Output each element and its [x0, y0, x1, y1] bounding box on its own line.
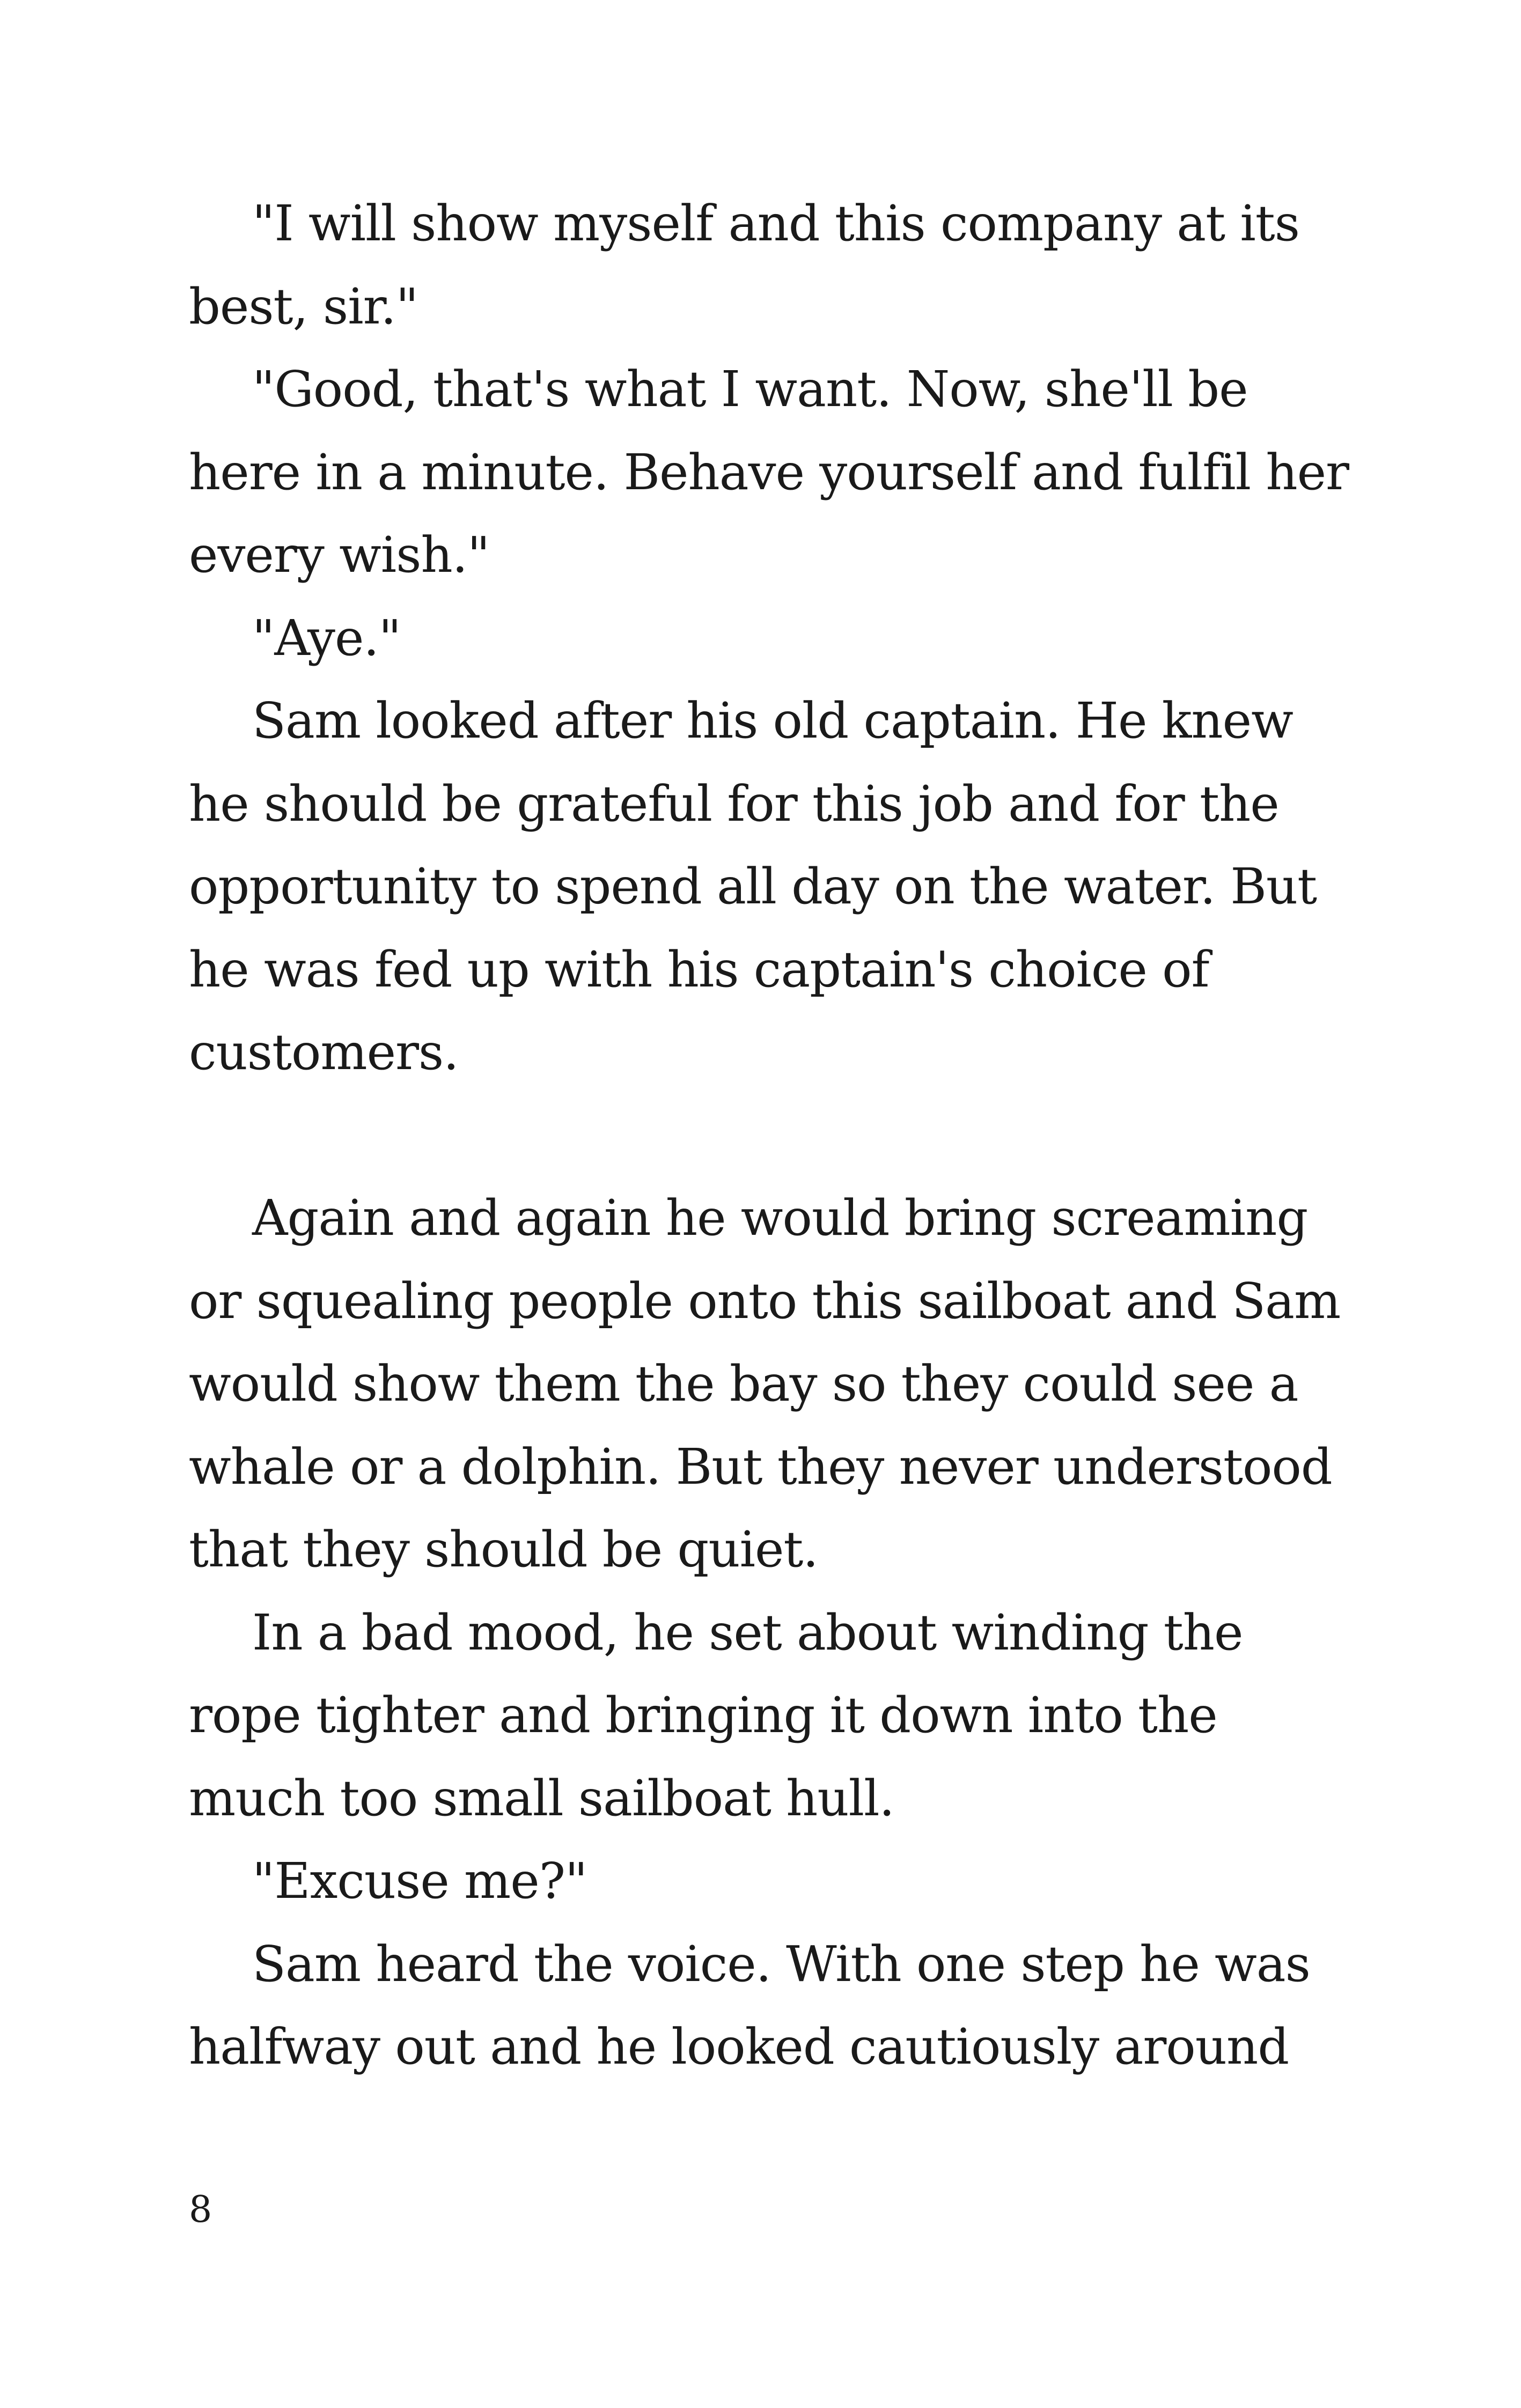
text-line: Again and again he would bring screaming	[252, 1189, 1308, 1247]
blank-line	[189, 1094, 1332, 1177]
page-number: 8	[189, 2189, 212, 2231]
text-line: or squealing people onto this sailboat and Sam	[189, 1272, 1341, 1330]
text-line: halfway out and he looked cautiously around	[189, 2018, 1289, 2075]
text-line: Sam heard the voice. With one step he was	[252, 1935, 1310, 1993]
text-line: whale or a dolphin. But they never understood	[189, 1438, 1332, 1496]
text-line: here in a minute. Behave yourself and fulfil her	[189, 443, 1349, 501]
body-text	[189, 182, 1349, 2089]
text-line: opportunity to spend all day on the water. But	[189, 858, 1317, 915]
text-line: "Aye."	[252, 609, 401, 667]
text-line: much too small sailboat hull.	[189, 1769, 894, 1827]
text-line: "Good, that's what I want. Now, she'll be	[252, 360, 1248, 418]
text-line: Sam looked after his old captain. He knew	[252, 692, 1293, 749]
text-line: In a bad mood, he set about winding the	[252, 1603, 1243, 1661]
text-line: "I will show myself and this company at its	[252, 195, 1299, 252]
text-line: "Excuse me?"	[252, 1852, 587, 1910]
text-line: he should be grateful for this job and for the	[189, 775, 1279, 833]
text-line: that they should be quiet.	[189, 1521, 818, 1578]
text-line: would show them the bay so they could see a	[189, 1355, 1298, 1412]
text-line: rope tighter and bringing it down into the	[189, 1687, 1217, 1744]
text-line: customers.	[189, 1023, 459, 1081]
text-line: every wish."	[189, 526, 490, 584]
text-line: he was fed up with his captain's choice of	[189, 940, 1209, 998]
text-line: best, sir."	[189, 277, 418, 335]
